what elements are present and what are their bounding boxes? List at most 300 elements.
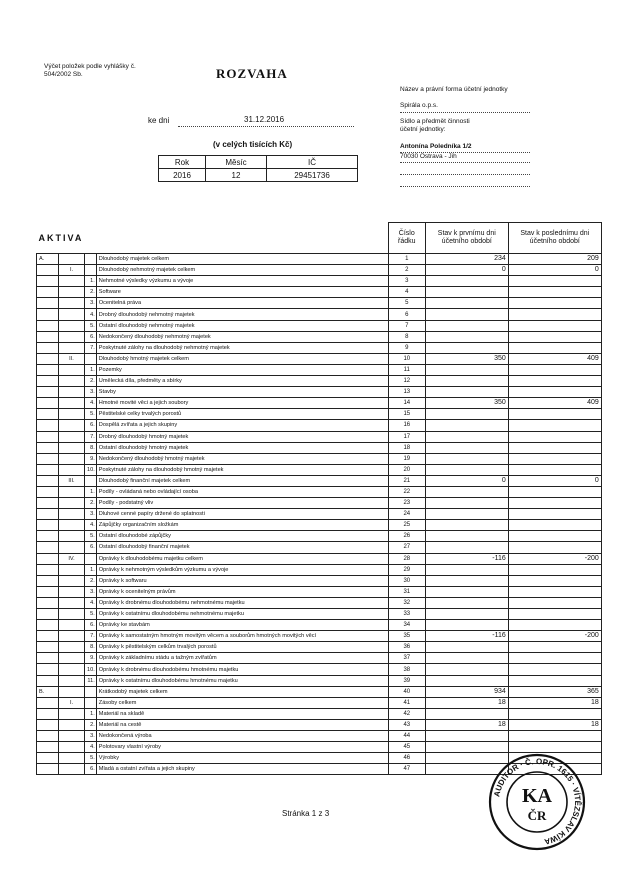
- seat-label-2: účetní jednotky:: [400, 126, 446, 133]
- col-header-row-number: Číslo řádku: [388, 223, 425, 254]
- table-row: [37, 642, 602, 653]
- row-value-first-day: [425, 564, 508, 575]
- row-group-code: [59, 287, 85, 298]
- row-description: Podíly - podstatný vliv: [96, 498, 388, 509]
- row-section-code: [37, 731, 59, 742]
- row-value-first-day: [425, 620, 508, 631]
- row-group-code: I.: [59, 265, 85, 276]
- row-section-code: [37, 764, 59, 775]
- row-item-number: 8.: [85, 442, 97, 453]
- row-group-code: [59, 409, 85, 420]
- row-item-number: 4.: [85, 309, 97, 320]
- row-group-code: [59, 631, 85, 642]
- table-row: [37, 531, 602, 542]
- row-value-last-day: [508, 287, 601, 298]
- row-description: Poskytnuté zálohy na dlouhodobý nehmotný majetek: [96, 342, 388, 353]
- row-value-last-day: 0: [508, 475, 601, 486]
- row-description: Dlouhodobý majetek celkem: [96, 254, 388, 265]
- row-line-number: 28: [388, 553, 425, 564]
- row-value-first-day: [425, 653, 508, 664]
- row-item-number: 9.: [85, 453, 97, 464]
- row-value-first-day: [425, 420, 508, 431]
- row-group-code: II.: [59, 353, 85, 364]
- table-row: [37, 509, 602, 520]
- row-value-first-day: [425, 442, 508, 453]
- row-group-code: [59, 542, 85, 553]
- row-item-number: 6.: [85, 764, 97, 775]
- row-value-last-day: 209: [508, 254, 601, 265]
- row-section-code: [37, 631, 59, 642]
- row-value-last-day: [508, 564, 601, 575]
- row-section-code: [37, 298, 59, 309]
- row-group-code: [59, 664, 85, 675]
- table-row: [37, 520, 602, 531]
- row-description: Drobný dlouhodobý hmotný majetek: [96, 431, 388, 442]
- row-line-number: 14: [388, 398, 425, 409]
- row-value-first-day: [425, 331, 508, 342]
- row-value-last-day: [508, 498, 601, 509]
- row-line-number: 40: [388, 686, 425, 697]
- row-item-number: 2.: [85, 287, 97, 298]
- row-section-code: [37, 331, 59, 342]
- row-value-first-day: [425, 498, 508, 509]
- row-line-number: 41: [388, 697, 425, 708]
- row-value-first-day: 350: [425, 398, 508, 409]
- row-item-number: 10.: [85, 664, 97, 675]
- row-group-code: [59, 609, 85, 620]
- row-line-number: 25: [388, 520, 425, 531]
- row-value-first-day: [425, 520, 508, 531]
- row-line-number: 1: [388, 254, 425, 265]
- row-section-code: [37, 708, 59, 719]
- entity-name-line: [400, 104, 530, 113]
- row-line-number: 15: [388, 409, 425, 420]
- row-description: Ostatní dlouhodobý finanční majetek: [96, 542, 388, 553]
- row-value-last-day: [508, 387, 601, 398]
- row-description: Oprávky k softwaru: [96, 575, 388, 586]
- stamp-center-top: KA: [522, 785, 552, 807]
- row-line-number: 23: [388, 498, 425, 509]
- seat-label-1: Sídlo a předmět činnosti: [400, 118, 470, 125]
- row-section-code: [37, 453, 59, 464]
- row-item-number: 5.: [85, 409, 97, 420]
- row-section-code: [37, 620, 59, 631]
- row-description: Ostatní dlouhodobý hmotný majetek: [96, 442, 388, 453]
- row-line-number: 36: [388, 642, 425, 653]
- id-value-year: 2016: [159, 169, 206, 182]
- row-item-number: 4.: [85, 520, 97, 531]
- row-item-number: 7.: [85, 431, 97, 442]
- table-row: [37, 464, 602, 475]
- row-group-code: [59, 331, 85, 342]
- row-value-first-day: [425, 453, 508, 464]
- row-line-number: 26: [388, 531, 425, 542]
- stamp-ring-text: AUDITOR · Č. OPR. 1615 · VÍTĚZSLAV KÍWA: [492, 756, 583, 847]
- table-row: [37, 498, 602, 509]
- id-value-ico: 29451736: [267, 169, 358, 182]
- id-header-year: Rok: [159, 156, 206, 169]
- row-group-code: [59, 764, 85, 775]
- table-row: [37, 442, 602, 453]
- row-line-number: 29: [388, 564, 425, 575]
- row-section-code: [37, 542, 59, 553]
- row-value-first-day: [425, 431, 508, 442]
- row-group-code: [59, 309, 85, 320]
- row-value-last-day: [508, 520, 601, 531]
- row-value-first-day: [425, 575, 508, 586]
- row-section-code: [37, 464, 59, 475]
- table-row: [37, 653, 602, 664]
- table-row: [37, 586, 602, 597]
- row-group-code: [59, 442, 85, 453]
- id-header-ico: IČ: [267, 156, 358, 169]
- table-row: [37, 309, 602, 320]
- row-section-code: [37, 409, 59, 420]
- row-section-code: [37, 498, 59, 509]
- row-description: Dlouhodobý finanční majetek celkem: [96, 475, 388, 486]
- row-group-code: [59, 586, 85, 597]
- row-group-code: [59, 753, 85, 764]
- row-value-last-day: [508, 597, 601, 608]
- row-group-code: [59, 320, 85, 331]
- table-row: [37, 387, 602, 398]
- row-group-code: [59, 398, 85, 409]
- row-value-last-day: [508, 320, 601, 331]
- row-line-number: 12: [388, 376, 425, 387]
- row-description: Dlouhodobý hmotný majetek celkem: [96, 353, 388, 364]
- row-item-number: 4.: [85, 597, 97, 608]
- row-item-number: 10.: [85, 464, 97, 475]
- row-section-code: [37, 431, 59, 442]
- row-value-first-day: [425, 731, 508, 742]
- table-row: [37, 353, 602, 364]
- row-value-first-day: 934: [425, 686, 508, 697]
- row-value-first-day: [425, 287, 508, 298]
- table-row: [37, 486, 602, 497]
- row-description: Pěstitelské celky trvalých porostů: [96, 409, 388, 420]
- row-item-number: 6.: [85, 331, 97, 342]
- table-row: [37, 697, 602, 708]
- row-section-code: [37, 553, 59, 564]
- row-value-first-day: [425, 531, 508, 542]
- col-header-first-day: Stav k prvnímu dni účetního období: [425, 223, 508, 254]
- col-header-last-day: Stav k poslednímu dni účetního období: [508, 223, 601, 254]
- balance-sheet-table: [36, 222, 602, 775]
- row-item-number: 8.: [85, 642, 97, 653]
- row-group-code: [59, 653, 85, 664]
- row-value-last-day: [508, 276, 601, 287]
- row-line-number: 32: [388, 597, 425, 608]
- row-line-number: 5: [388, 298, 425, 309]
- row-item-number: 3.: [85, 509, 97, 520]
- row-value-last-day: [508, 575, 601, 586]
- row-section-code: [37, 509, 59, 520]
- row-description: Zápůjčky organizačním složkám: [96, 520, 388, 531]
- row-group-code: III.: [59, 475, 85, 486]
- row-value-last-day: [508, 409, 601, 420]
- row-item-number: 3.: [85, 387, 97, 398]
- row-section-code: [37, 697, 59, 708]
- row-value-last-day: [508, 620, 601, 631]
- row-value-first-day: [425, 675, 508, 686]
- row-value-first-day: 234: [425, 254, 508, 265]
- id-table: [158, 155, 358, 182]
- row-description: Nehmotné výsledky výzkumu a vývoje: [96, 276, 388, 287]
- row-group-code: [59, 686, 85, 697]
- table-row: [37, 708, 602, 719]
- row-group-code: [59, 742, 85, 753]
- row-section-code: [37, 609, 59, 620]
- table-row: [37, 553, 602, 564]
- row-description: Pozemky: [96, 364, 388, 375]
- row-item-number: [85, 697, 97, 708]
- row-group-code: [59, 509, 85, 520]
- row-section-code: [37, 320, 59, 331]
- row-line-number: 16: [388, 420, 425, 431]
- row-description: Polotovary vlastní výroby: [96, 742, 388, 753]
- row-line-number: 19: [388, 453, 425, 464]
- row-value-last-day: [508, 664, 601, 675]
- row-value-first-day: [425, 342, 508, 353]
- row-value-last-day: [508, 431, 601, 442]
- table-row: [37, 276, 602, 287]
- table-header-row: [37, 223, 602, 254]
- blank-line-2: [400, 178, 530, 187]
- row-section-code: B.: [37, 686, 59, 697]
- row-section-code: [37, 642, 59, 653]
- entity-label: Název a právní forma účetní jednotky: [400, 86, 508, 93]
- row-description: Mladá a ostatní zvířata a jejich skupiny: [96, 764, 388, 775]
- row-group-code: [59, 464, 85, 475]
- row-item-number: 6.: [85, 420, 97, 431]
- row-value-first-day: [425, 586, 508, 597]
- row-section-code: [37, 742, 59, 753]
- row-value-first-day: -116: [425, 553, 508, 564]
- row-value-last-day: [508, 342, 601, 353]
- row-section-code: [37, 486, 59, 497]
- address-line-1: Antonína Poledníka 1/2: [400, 143, 472, 150]
- row-line-number: 17: [388, 431, 425, 442]
- row-description: Hmotné movité věci a jejich soubory: [96, 398, 388, 409]
- row-description: Umělecká díla, předměty a sbírky: [96, 376, 388, 387]
- row-group-code: [59, 431, 85, 442]
- row-value-last-day: [508, 531, 601, 542]
- table-row: [37, 620, 602, 631]
- row-section-code: [37, 664, 59, 675]
- table-row: [37, 398, 602, 409]
- row-group-code: [59, 498, 85, 509]
- row-line-number: 31: [388, 586, 425, 597]
- row-section-code: [37, 675, 59, 686]
- row-description: Ostatní dlouhodobé zápůjčky: [96, 531, 388, 542]
- date-value: 31.12.2016: [244, 115, 285, 124]
- row-value-last-day: [508, 653, 601, 664]
- row-group-code: [59, 575, 85, 586]
- row-group-code: [59, 254, 85, 265]
- date-label: ke dni: [148, 116, 170, 125]
- row-description: Oprávky k samostatným hmotným movitým věcem a souborům hmotných movitých věcí: [96, 631, 388, 642]
- row-line-number: 42: [388, 708, 425, 719]
- row-description: Dlouhodobý nehmotný majetek celkem: [96, 265, 388, 276]
- row-section-code: [37, 342, 59, 353]
- row-value-first-day: 18: [425, 719, 508, 730]
- row-section-code: [37, 586, 59, 597]
- row-value-first-day: [425, 597, 508, 608]
- row-description: Oprávky k ostatnímu dlouhodobému hmotnému majetku: [96, 675, 388, 686]
- row-value-first-day: [425, 609, 508, 620]
- row-description: Stavby: [96, 387, 388, 398]
- id-value-month: 12: [206, 169, 267, 182]
- row-value-last-day: [508, 486, 601, 497]
- row-group-code: [59, 520, 85, 531]
- row-value-last-day: 18: [508, 697, 601, 708]
- row-line-number: 18: [388, 442, 425, 453]
- row-value-last-day: [508, 509, 601, 520]
- row-item-number: 5.: [85, 609, 97, 620]
- row-value-last-day: [508, 364, 601, 375]
- row-line-number: 8: [388, 331, 425, 342]
- address-line-2-rule: [400, 154, 530, 163]
- row-item-number: 6.: [85, 620, 97, 631]
- row-section-code: [37, 276, 59, 287]
- row-value-first-day: [425, 320, 508, 331]
- row-line-number: 43: [388, 719, 425, 730]
- row-description: Oprávky k ostatnímu dlouhodobému nehmotnému majetku: [96, 609, 388, 620]
- row-description: Materiál na cestě: [96, 719, 388, 730]
- row-description: Dospělá zvířata a jejich skupiny: [96, 420, 388, 431]
- row-item-number: [85, 553, 97, 564]
- row-description: Oprávky k nehmotným výsledkům výzkumu a vývoje: [96, 564, 388, 575]
- row-description: Ostatní dlouhodobý nehmotný majetek: [96, 320, 388, 331]
- row-description: Výrobky: [96, 753, 388, 764]
- row-item-number: 9.: [85, 653, 97, 664]
- row-value-first-day: 18: [425, 697, 508, 708]
- row-group-code: [59, 387, 85, 398]
- table-row: [37, 575, 602, 586]
- row-line-number: 35: [388, 631, 425, 642]
- row-line-number: 33: [388, 609, 425, 620]
- row-item-number: 6.: [85, 542, 97, 553]
- row-line-number: 30: [388, 575, 425, 586]
- table-row: [37, 731, 602, 742]
- row-section-code: [37, 520, 59, 531]
- row-item-number: [85, 265, 97, 276]
- row-value-first-day: [425, 376, 508, 387]
- row-line-number: 46: [388, 753, 425, 764]
- row-value-last-day: [508, 464, 601, 475]
- row-group-code: [59, 564, 85, 575]
- id-header-month: Měsíc: [206, 156, 267, 169]
- row-value-first-day: 0: [425, 475, 508, 486]
- row-description: Krátkodobý majetek celkem: [96, 686, 388, 697]
- address-line-1-rule: [400, 144, 530, 153]
- row-description: Poskytnuté zálohy na dlouhodobý hmotný majetek: [96, 464, 388, 475]
- row-value-last-day: [508, 420, 601, 431]
- row-section-code: [37, 364, 59, 375]
- row-item-number: 3.: [85, 586, 97, 597]
- row-section-code: [37, 475, 59, 486]
- entity-name: Spirála o.p.s.: [400, 102, 438, 109]
- table-row: [37, 364, 602, 375]
- row-value-last-day: [508, 542, 601, 553]
- row-value-last-day: [508, 642, 601, 653]
- row-value-first-day: 0: [425, 265, 508, 276]
- row-line-number: 47: [388, 764, 425, 775]
- row-group-code: [59, 364, 85, 375]
- row-line-number: 4: [388, 287, 425, 298]
- row-value-first-day: [425, 464, 508, 475]
- row-group-code: IV.: [59, 553, 85, 564]
- row-description: Zásoby celkem: [96, 697, 388, 708]
- row-line-number: 44: [388, 731, 425, 742]
- row-group-code: [59, 420, 85, 431]
- document-title: ROZVAHA: [216, 66, 288, 81]
- row-section-code: [37, 376, 59, 387]
- row-section-code: [37, 398, 59, 409]
- row-line-number: 38: [388, 664, 425, 675]
- row-section-code: [37, 653, 59, 664]
- table-row: [37, 320, 602, 331]
- row-group-code: [59, 376, 85, 387]
- table-row: [37, 431, 602, 442]
- row-item-number: 11.: [85, 675, 97, 686]
- row-description: Materiál na skladě: [96, 708, 388, 719]
- row-section-code: [37, 575, 59, 586]
- row-value-first-day: [425, 364, 508, 375]
- row-item-number: 1.: [85, 564, 97, 575]
- row-item-number: 2.: [85, 575, 97, 586]
- row-group-code: [59, 719, 85, 730]
- table-row: [37, 453, 602, 464]
- row-value-last-day: 18: [508, 719, 601, 730]
- row-item-number: 3.: [85, 731, 97, 742]
- row-line-number: 37: [388, 653, 425, 664]
- row-value-last-day: 0: [508, 265, 601, 276]
- row-line-number: 39: [388, 675, 425, 686]
- row-section-code: [37, 420, 59, 431]
- row-item-number: 1.: [85, 364, 97, 375]
- table-row: [37, 265, 602, 276]
- row-item-number: 7.: [85, 631, 97, 642]
- row-value-last-day: [508, 453, 601, 464]
- table-row: [37, 254, 602, 265]
- row-item-number: 3.: [85, 298, 97, 309]
- table-row: [37, 597, 602, 608]
- table-row: [37, 409, 602, 420]
- row-value-last-day: [508, 298, 601, 309]
- row-group-code: [59, 731, 85, 742]
- row-line-number: 3: [388, 276, 425, 287]
- row-section-code: [37, 442, 59, 453]
- table-row: [37, 686, 602, 697]
- row-section-code: [37, 287, 59, 298]
- row-section-code: [37, 597, 59, 608]
- row-value-last-day: [508, 376, 601, 387]
- row-item-number: 5.: [85, 531, 97, 542]
- table-row: [37, 564, 602, 575]
- row-value-first-day: [425, 486, 508, 497]
- row-group-code: [59, 342, 85, 353]
- stamp-center-bottom: ČR: [527, 808, 547, 823]
- row-line-number: 13: [388, 387, 425, 398]
- row-group-code: [59, 597, 85, 608]
- row-value-first-day: [425, 276, 508, 287]
- row-value-last-day: [508, 609, 601, 620]
- row-section-code: [37, 265, 59, 276]
- row-item-number: 1.: [85, 276, 97, 287]
- table-row: [37, 342, 602, 353]
- row-value-last-day: 365: [508, 686, 601, 697]
